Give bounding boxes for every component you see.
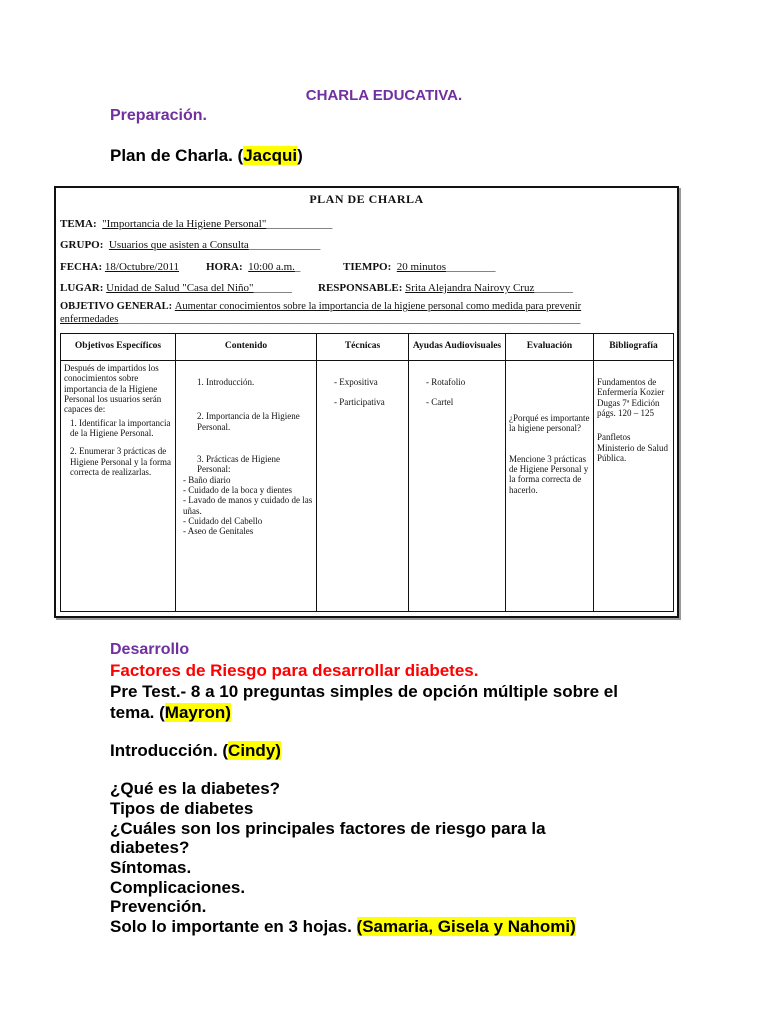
tema-value: "Importancia de la Higiene Personal" xyxy=(102,218,267,230)
contenido-item-boca: - Cuidado de la boca y dientes xyxy=(183,485,292,496)
hora-value: 10:00 a.m. xyxy=(248,261,295,273)
cell-bibliografia xyxy=(594,361,674,612)
cell-contenido xyxy=(176,361,317,612)
cell-evaluacion xyxy=(506,361,594,612)
evaluacion-1: ¿Porqué es importante la higiene personal? xyxy=(509,413,590,434)
lugar-field: LUGAR: Unidad de Salud "Casa del Niño"_______ xyxy=(60,282,293,294)
plan-title: PLAN DE CHARLA xyxy=(309,192,424,206)
responsable-field: RESPONSABLE: Srita Alejandra Nairovy Cruz_______ xyxy=(318,282,573,294)
tiempo-value: 20 minutos xyxy=(396,261,446,273)
list-item-factores: ¿Cuáles son los principales factores de riesgo para la xyxy=(110,819,546,838)
plan-table xyxy=(60,333,674,612)
contenido-item-cabello: - Cuidado del Cabello xyxy=(183,516,263,527)
objetivo-value: Aumentar conocimientos sobre la importancia de la higiene personal como medida para prevenir xyxy=(174,301,582,312)
list-item-factores-cont: diabetes? xyxy=(110,838,190,857)
cell-objetivos xyxy=(61,361,176,612)
document-title: CHARLA EDUCATIVA. xyxy=(305,87,463,104)
tema-field: TEMA: "Importancia de la Higiene Personal"____________ xyxy=(60,218,333,230)
grupo-label: GRUPO: xyxy=(60,239,104,251)
lugar-label: LUGAR: xyxy=(60,282,104,294)
grupo-field: GRUPO: Usuarios que asisten a Consulta_____________ xyxy=(60,239,321,251)
col-tecnicas: Técnicas xyxy=(317,334,409,361)
plan-line-close: ) xyxy=(297,146,303,165)
solo-text: Solo lo importante en 3 hojas. xyxy=(110,917,357,936)
intro-name: Cindy) xyxy=(228,741,281,760)
plan-table-row xyxy=(61,361,674,612)
factores-heading: Factores de Riesgo para desarrollar diabetes. xyxy=(110,661,479,680)
col-contenido: Contenido xyxy=(176,334,317,361)
objetivo-2: 2. Enumerar 3 prácticas de Higiene Personal y la forma correcta de realizarlas. xyxy=(70,446,171,478)
ayuda-rotafolio: - Rotafolio xyxy=(426,377,466,387)
intro-line xyxy=(110,741,281,761)
list-item-que-es: ¿Qué es la diabetes? xyxy=(110,779,281,798)
contenido-2: 2. Importancia de la Higiene Personal. xyxy=(197,411,300,432)
col-bibliografia: Bibliografía xyxy=(594,334,674,361)
list-item-prevencion: Prevención. xyxy=(110,897,207,916)
fecha-label: FECHA: xyxy=(60,261,103,273)
objetivo-field-cont: enfermedades________________________________________________________________________________________ xyxy=(60,314,581,325)
plan-line-text: Plan de Charla. ( xyxy=(110,146,244,165)
fecha-value: 18/Octubre/2011 xyxy=(104,261,180,273)
plan-table-header xyxy=(61,334,674,361)
hora-label: HORA: xyxy=(206,261,243,273)
cell-tecnicas xyxy=(317,361,409,612)
tema-label: TEMA: xyxy=(60,218,97,230)
plan-line-name: Jacqui xyxy=(243,146,298,165)
list-item-complicaciones: Complicaciones. xyxy=(110,878,246,897)
tecnica-participativa: - Participativa xyxy=(334,397,385,408)
bibliografia-2: Panfletos Ministerio de Salud Pública. xyxy=(597,432,668,464)
hora-field: HORA: 10:00 a.m._ xyxy=(206,261,301,273)
contenido-item-manos: - Lavado de manos y cuidado de las uñas. xyxy=(183,495,313,516)
col-objetivos: Objetivos Específicos xyxy=(61,334,176,361)
objetivo-value2: enfermedades xyxy=(60,314,119,325)
cell-ayudas xyxy=(409,361,506,612)
col-ayudas: Ayudas Audiovisuales xyxy=(409,334,506,361)
list-item-tipos: Tipos de diabetes xyxy=(110,799,254,818)
grupo-value: Usuarios que asisten a Consulta xyxy=(108,239,249,251)
tiempo-label: TIEMPO: xyxy=(343,261,392,273)
contenido-item-bano: - Baño diario xyxy=(183,474,231,485)
responsable-label: RESPONSABLE: xyxy=(318,282,403,294)
contenido-1: 1. Introducción. xyxy=(197,377,255,387)
fecha-field xyxy=(60,261,179,273)
tecnica-expositiva: - Expositiva xyxy=(334,377,378,387)
objetivo-field xyxy=(60,301,581,312)
solo-names: (Samaria, Gisela y Nahomi) xyxy=(356,917,576,936)
list-item-sintomas: Síntomas. xyxy=(110,858,192,877)
col-evaluacion: Evaluación xyxy=(506,334,594,361)
plan-line xyxy=(110,146,303,166)
section-heading-preparacion: Preparación. xyxy=(110,107,207,124)
contenido-3: 3. Prácticas de Higiene Personal: xyxy=(197,454,280,475)
section-heading-desarrollo: Desarrollo xyxy=(110,641,190,658)
plan-de-charla-image xyxy=(54,186,679,618)
evaluacion-2: Mencione 3 prácticas de Higiene Personal y la forma correcta de hacerlo. xyxy=(509,453,589,495)
pretest-text: tema. ( xyxy=(110,703,165,722)
bibliografia-1: Fundamentos de Enfermería Kozier Dugas 7ª Edición págs. 120 – 125 xyxy=(597,377,665,419)
ayuda-cartel: - Cartel xyxy=(426,397,454,408)
pretest-name: Mayron) xyxy=(164,703,231,722)
objetivo-1: 1. Identificar la importancia de la Higiene Personal. xyxy=(70,417,171,439)
pretest-line-1: Pre Test.- 8 a 10 preguntas simples de opción múltiple sobre el xyxy=(110,682,618,701)
solo-line xyxy=(110,917,576,937)
responsable-value: Srita Alejandra Nairovy Cruz xyxy=(405,282,535,294)
tiempo-field: TIEMPO: 20 minutos_________ xyxy=(343,261,496,273)
objetivos-intro: Después de impartidos los conocimientos sobre importancia de la Higiene Personal los usuarios serán capaces de: xyxy=(64,363,162,415)
objetivo-label: OBJETIVO GENERAL: xyxy=(60,301,173,312)
contenido-item-genitales: - Aseo de Genitales xyxy=(183,526,254,537)
intro-text: Introducción. ( xyxy=(110,741,229,760)
pretest-line-2 xyxy=(110,703,231,723)
lugar-value: Unidad de Salud "Casa del Niño" xyxy=(106,282,254,294)
